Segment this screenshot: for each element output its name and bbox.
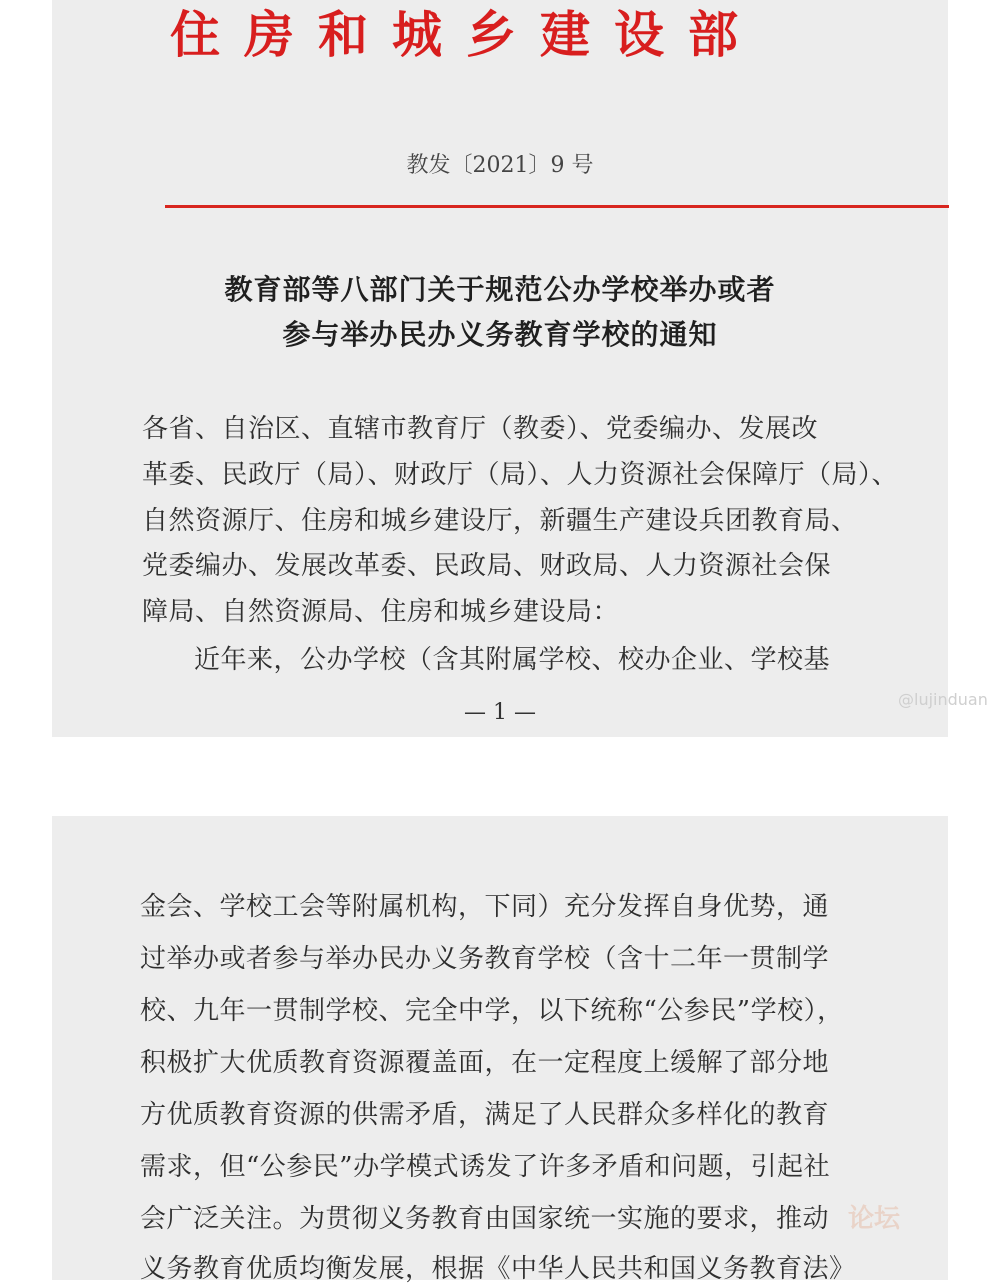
body-line: 校、九年一贯制学校、完全中学，以下统称“公参民”学校）， xyxy=(140,996,844,1026)
body-line: 障局、自然资源局、住房和城乡建设局： xyxy=(142,597,620,627)
document-title-line-1: 教育部等八部门关于规范公办学校举办或者 xyxy=(224,273,776,306)
body-line: 革委、民政厅（局）、财政厅（局）、人力资源社会保障厅（局）、 xyxy=(142,460,899,490)
forum-watermark xyxy=(848,1206,900,1233)
body-line: 党委编办、发展改革委、民政局、财政局、人力资源社会保 xyxy=(142,551,832,581)
body-line: 积极扩大优质教育资源覆盖面，在一定程度上缓解了部分地 xyxy=(140,1048,830,1078)
document-title-line-2: 参与举办民办义务教育学校的通知 xyxy=(282,318,718,351)
body-line: 自然资源厅、住房和城乡建设厅，新疆生产建设兵团教育局、 xyxy=(142,506,858,536)
red-divider-line xyxy=(165,205,949,208)
document-page-1 xyxy=(52,0,988,737)
document-number: 教发〔2021〕9 号 xyxy=(406,153,594,178)
body-line: 会广泛关注。为贯彻义务教育由国家统一实施的要求，推动 xyxy=(140,1204,830,1234)
body-line: 需求，但“公参民”办学模式诱发了许多矛盾和问题，引起社 xyxy=(140,1152,831,1182)
document-page-2 xyxy=(52,816,948,1284)
page-number: — 1 — xyxy=(464,700,536,725)
body-line: 义务教育优质均衡发展，根据《中华人民共和国义务教育法》 xyxy=(140,1254,856,1284)
body-line: 金会、学校工会等附属机构，下同）充分发挥自身优势，通 xyxy=(140,892,830,922)
body-line: 各省、自治区、直辖市教育厅（教委）、党委编办、发展改 xyxy=(142,414,819,444)
body-line: 方优质教育资源的供需矛盾，满足了人民群众多样化的教育 xyxy=(140,1100,830,1130)
ministry-header: 住房和城乡建设部 xyxy=(170,5,762,64)
watermark-text: 论坛 xyxy=(848,1204,901,1234)
watermark: @lujinduan xyxy=(898,690,988,709)
body-line: 近年来，公办学校（含其附属学校、校办企业、学校基 xyxy=(194,645,831,675)
body-line: 过举办或者参与举办民办义务教育学校（含十二年一贯制学 xyxy=(140,944,830,974)
